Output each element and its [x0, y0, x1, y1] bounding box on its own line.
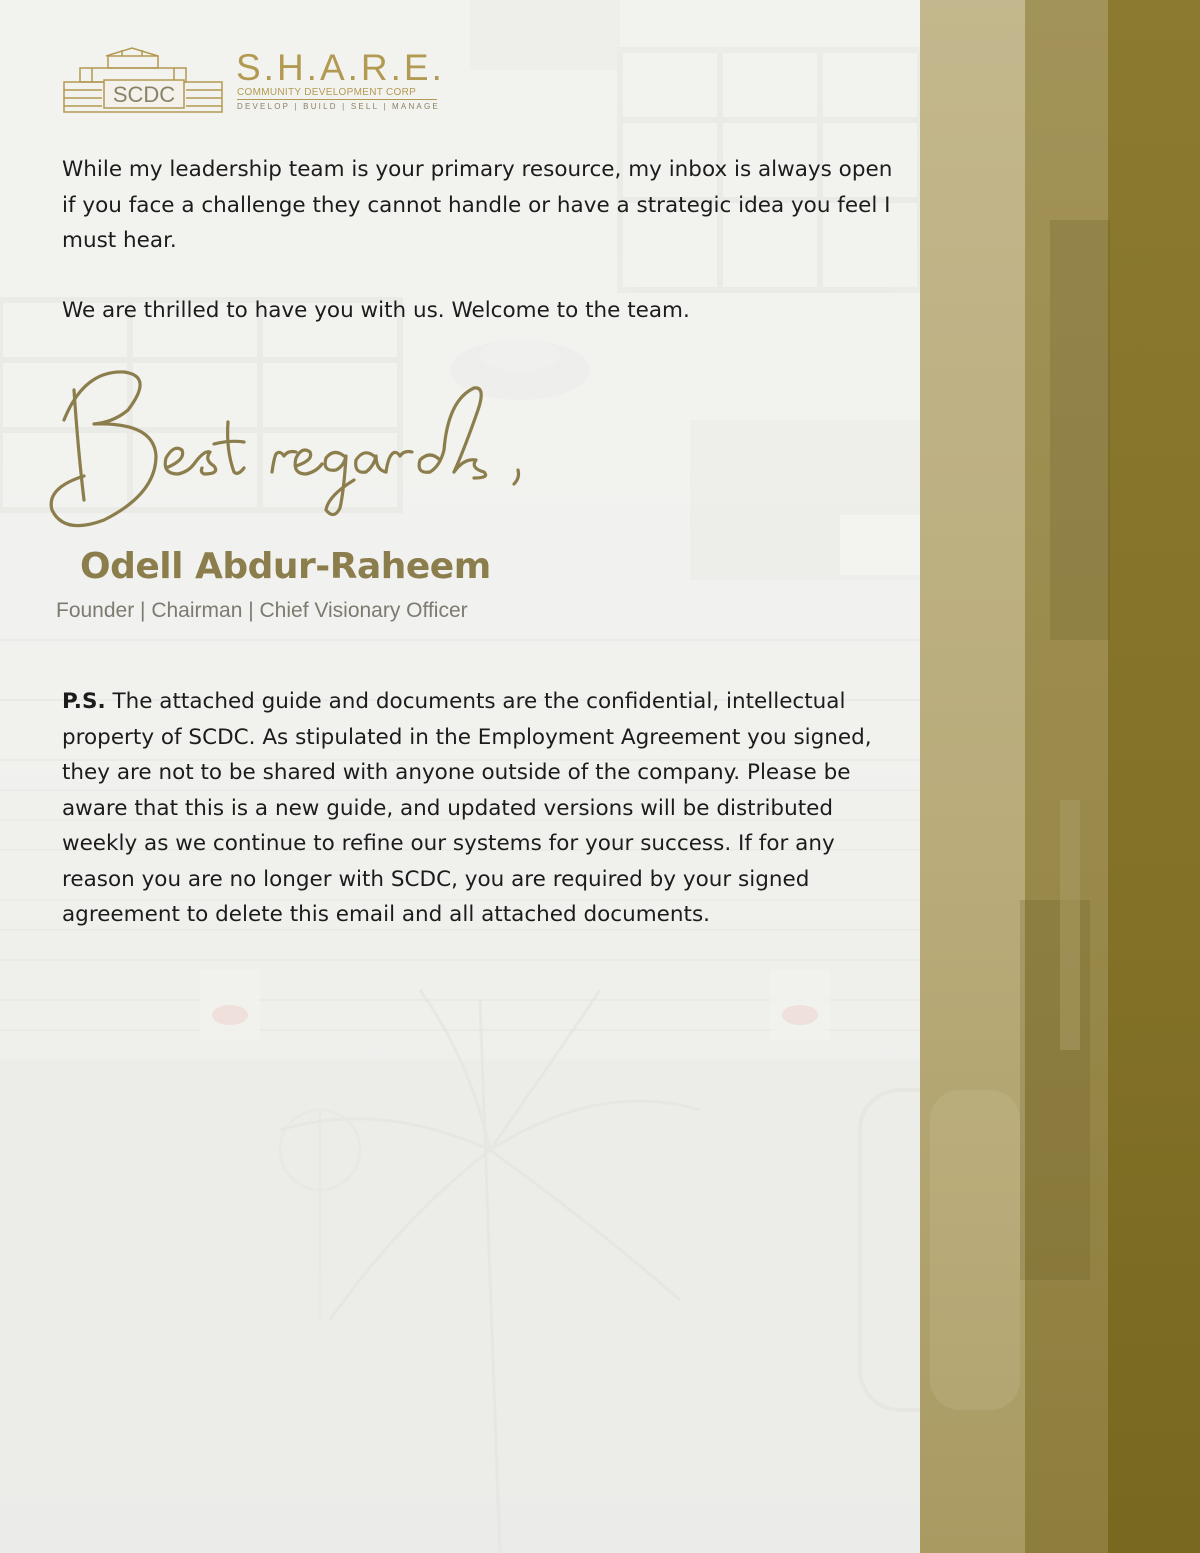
- logo-brand-name: S.H.A.R.E.: [236, 47, 445, 88]
- signer-name: Odell Abdur-Raheem: [80, 546, 491, 587]
- postscript-label: P.S.: [62, 689, 106, 714]
- signer-title: Founder | Chairman | Chief Visionary Officer: [56, 599, 468, 622]
- logo-company-name: COMMUNITY DEVELOPMENT CORP: [237, 87, 437, 100]
- logo-tagline: DEVELOP | BUILD | SELL | MANAGE: [237, 102, 440, 111]
- postscript-text: The attached guide and documents are the confidential, intellectual property of SCDC. As stipulated in the Employment Agreement you signed, they are not to be shared with anyone outside of the company. Please be aware that this is a new guide, and updated versions will be distributed weekly as we continue to refine our systems for your success. If for any reason you are no longer with SCDC, you are required by your signed agreement to delete this email and all attached documents.: [62, 689, 872, 927]
- letter-paragraph-1: While my leadership team is your primary resource, my inbox is always open if you face a challenge they cannot handle or have a strategic idea you feel I must hear.: [62, 157, 893, 253]
- company-logo: [62, 46, 445, 118]
- postscript-paragraph: [62, 684, 912, 933]
- letter-paragraph-2: We are thrilled to have you with us. Welcome to the team.: [62, 298, 690, 323]
- logo-mark-text: SCDC: [112, 82, 176, 107]
- stripe-shadow-overlay: [920, 0, 1200, 1553]
- closing-signature-script: [44, 360, 544, 540]
- scdc-building-logo-mark: [62, 46, 228, 118]
